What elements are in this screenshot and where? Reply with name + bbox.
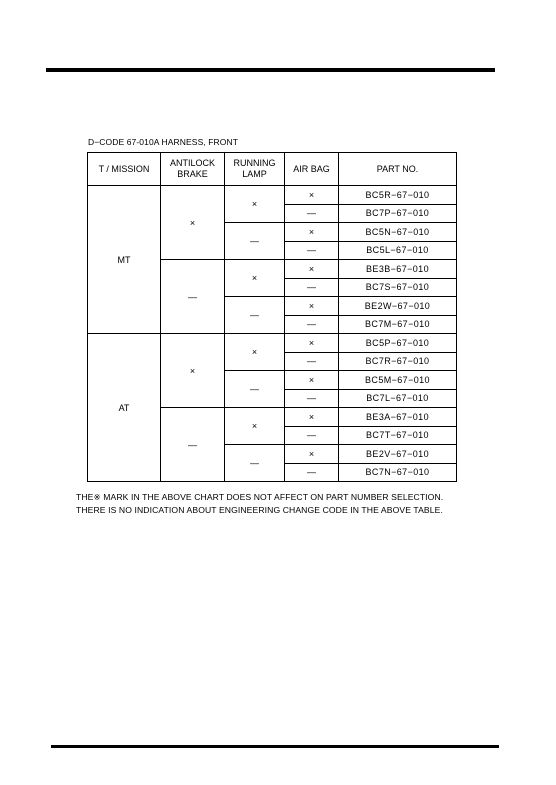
part-number-cell: BC7S−67−010 <box>339 278 457 297</box>
running-lamp-cell: — <box>225 445 285 482</box>
air-bag-cell: — <box>285 204 339 223</box>
part-number-cell: BC7T−67−010 <box>339 426 457 445</box>
antilock-cell: — <box>161 408 225 482</box>
top-rule <box>46 68 495 72</box>
air-bag-cell: — <box>285 426 339 445</box>
antilock-cell: — <box>161 260 225 334</box>
air-bag-cell: × <box>285 408 339 427</box>
harness-table <box>87 152 457 482</box>
header-antilock-brake: ANTILOCK BRAKE <box>161 153 225 186</box>
part-number-cell: BC7M−67−010 <box>339 315 457 334</box>
header-row <box>88 153 457 186</box>
part-number-cell: BC5L−67−010 <box>339 241 457 260</box>
air-bag-cell: — <box>285 278 339 297</box>
part-number-cell: BC5P−67−010 <box>339 334 457 353</box>
air-bag-cell: — <box>285 463 339 482</box>
part-number-cell: BC5R−67−010 <box>339 186 457 205</box>
air-bag-cell: × <box>285 371 339 390</box>
antilock-cell: × <box>161 334 225 408</box>
part-number-cell: BC7L−67−010 <box>339 389 457 408</box>
air-bag-cell: — <box>285 241 339 260</box>
part-number-cell: BE2V−67−010 <box>339 445 457 464</box>
mission-cell: AT <box>88 334 161 482</box>
header-t-mission: T / MISSION <box>88 153 161 186</box>
running-lamp-cell: × <box>225 408 285 445</box>
running-lamp-cell: × <box>225 334 285 371</box>
air-bag-cell: × <box>285 334 339 353</box>
part-number-cell: BE3A−67−010 <box>339 408 457 427</box>
running-lamp-cell: — <box>225 223 285 260</box>
air-bag-cell: × <box>285 260 339 279</box>
air-bag-cell: × <box>285 223 339 242</box>
running-lamp-cell: × <box>225 186 285 223</box>
part-number-cell: BE3B−67−010 <box>339 260 457 279</box>
running-lamp-cell: × <box>225 260 285 297</box>
part-number-cell: BC5N−67−010 <box>339 223 457 242</box>
header-air-bag: AIR BAG <box>285 153 339 186</box>
bottom-rule <box>51 745 499 748</box>
part-number-cell: BC7R−67−010 <box>339 352 457 371</box>
table-row <box>88 186 457 205</box>
header-part-no: PART NO. <box>339 153 457 186</box>
running-lamp-cell: — <box>225 371 285 408</box>
table-caption: D−CODE 67-010A HARNESS, FRONT <box>88 137 239 147</box>
air-bag-cell: — <box>285 315 339 334</box>
mission-cell: MT <box>88 186 161 334</box>
table-row <box>88 334 457 353</box>
air-bag-cell: × <box>285 186 339 205</box>
air-bag-cell: × <box>285 297 339 316</box>
running-lamp-cell: — <box>225 297 285 334</box>
part-number-cell: BE2W−67−010 <box>339 297 457 316</box>
air-bag-cell: — <box>285 389 339 408</box>
air-bag-cell: × <box>285 445 339 464</box>
part-number-cell: BC7P−67−010 <box>339 204 457 223</box>
footnote-mark: THE※ MARK IN THE ABOVE CHART DOES NOT AFFECT ON PART NUMBER SELECTION. <box>76 492 444 502</box>
antilock-cell: × <box>161 186 225 260</box>
part-number-cell: BC5M−67−010 <box>339 371 457 390</box>
part-number-cell: BC7N−67−010 <box>339 463 457 482</box>
footnote-engineering-code: THERE IS NO INDICATION ABOUT ENGINEERING CHANGE CODE IN THE ABOVE TABLE. <box>76 505 443 515</box>
air-bag-cell: — <box>285 352 339 371</box>
header-running-lamp: RUNNING LAMP <box>225 153 285 186</box>
